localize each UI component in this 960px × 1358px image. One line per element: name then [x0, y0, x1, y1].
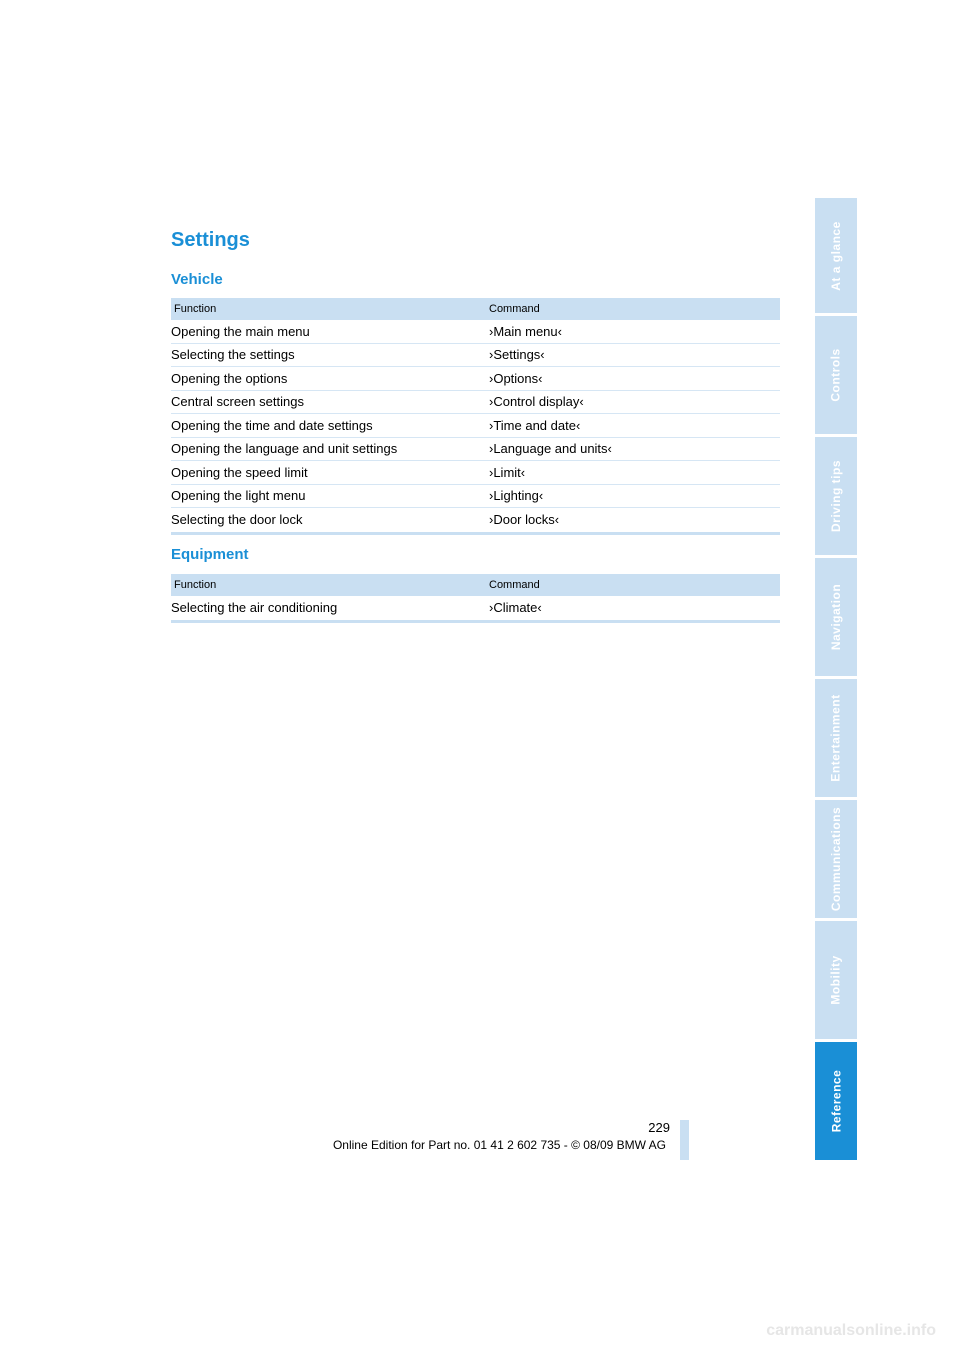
column-header-command: Command: [489, 303, 540, 315]
tab-mobility[interactable]: [815, 921, 857, 1039]
vehicle-table: [171, 298, 780, 535]
table-row: [171, 391, 780, 415]
section-heading-vehicle: Vehicle: [171, 271, 223, 288]
table-bottom-rule: [171, 532, 780, 535]
function-cell: Selecting the settings: [171, 347, 295, 363]
table-row: [171, 461, 780, 485]
tab-reference[interactable]: [815, 1042, 857, 1160]
table-row: [171, 485, 780, 509]
function-cell: Selecting the door lock: [171, 512, 303, 528]
command-cell: ›Time and date‹: [489, 417, 581, 433]
tab-label: At a glance: [829, 220, 843, 291]
table-row: [171, 414, 780, 438]
function-cell: Opening the main menu: [171, 323, 310, 339]
table-row: [171, 438, 780, 462]
tab-navigation[interactable]: [815, 558, 857, 676]
page-title: Settings: [171, 229, 250, 251]
equipment-table: [171, 574, 780, 623]
function-cell: Opening the speed limit: [171, 464, 308, 480]
tab-label: Communications: [829, 806, 843, 912]
tab-label: Controls: [829, 348, 843, 402]
table-row: [171, 596, 780, 620]
command-cell: ›Control display‹: [489, 394, 584, 410]
table-header: [171, 298, 780, 320]
column-header-function: Function: [174, 303, 217, 315]
function-cell: Opening the options: [171, 370, 288, 386]
command-cell: ›Language and units‹: [489, 441, 612, 457]
table-bottom-rule: [171, 620, 780, 623]
tab-label: Driving tips: [829, 459, 844, 533]
column-header-command: Command: [489, 579, 540, 591]
command-cell: ›Door locks‹: [489, 512, 560, 528]
command-cell: ›Lighting‹: [489, 488, 544, 504]
command-cell: ›Options‹: [489, 370, 543, 386]
tab-entertainment[interactable]: [815, 679, 857, 797]
table-row: [171, 320, 780, 344]
table-row: [171, 344, 780, 368]
tab-label: Mobility: [829, 955, 844, 1005]
column-header-function: Function: [174, 579, 217, 591]
tab-label: Reference: [829, 1069, 843, 1133]
command-cell: ›Climate‹: [489, 600, 542, 616]
section-heading-equipment: Equipment: [171, 546, 249, 563]
function-cell: Opening the language and unit settings: [171, 441, 398, 457]
table-row: [171, 508, 780, 532]
function-cell: Central screen settings: [171, 394, 304, 410]
function-cell: Opening the time and date settings: [171, 417, 373, 433]
tab-label: Navigation: [829, 583, 843, 651]
tab-label: Entertainment: [829, 694, 843, 782]
table-row: [171, 367, 780, 391]
function-cell: Selecting the air conditioning: [171, 600, 338, 616]
command-cell: ›Main menu‹: [489, 323, 562, 339]
watermark: carmanualsonline.info: [766, 1322, 936, 1339]
tab-at-a-glance[interactable]: [815, 198, 857, 313]
tab-controls[interactable]: [815, 316, 857, 434]
page-number: 229: [648, 1120, 670, 1135]
table-header: [171, 574, 780, 596]
tab-communications[interactable]: [815, 800, 857, 918]
footer-edition-text: Online Edition for Part no. 01 41 2 602 735 - © 08/09 BMW AG: [332, 1138, 666, 1152]
function-cell: Opening the light menu: [171, 488, 306, 504]
command-cell: ›Settings‹: [489, 347, 545, 363]
command-cell: ›Limit‹: [489, 464, 526, 480]
footer-accent-bar: [680, 1120, 689, 1160]
tab-driving-tips[interactable]: [815, 437, 857, 555]
